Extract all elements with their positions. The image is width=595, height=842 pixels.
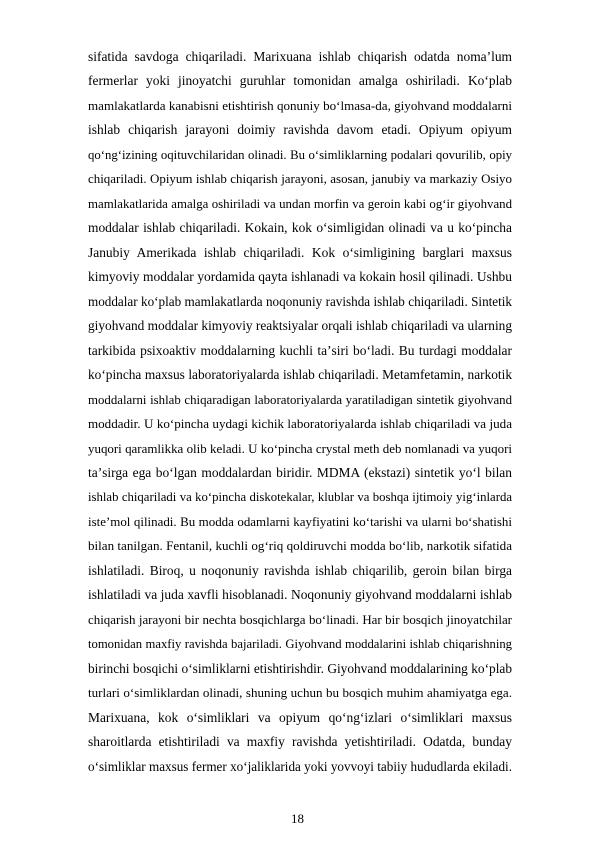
text-line: bilan tanilgan. Fentanil, kuchli ogʻriq qoldiruvchi modda boʻlib, narkotik sifatida [88,538,512,554]
text-line: moddalarni ishlab chiqaradigan laboratoriyalarda yaratiladigan sintetik giyohvand [88,392,512,407]
text-line: giyohvand moddalar kimyoviy reaktsiyalar orqali ishlab chiqariladi va ularning [88,318,512,334]
text-line: oʻsimliklar maxsus fermer xoʻjaliklarida yoki yovvoyi tabiiy hududlarda ekiladi. [88,758,512,774]
text-line: mamlakatlarda kanabisni etishtirish qonuniy boʻlmasa-da, giyohvand moddalarni [88,97,512,113]
text-line: tomonidan maxfiy ravishda bajariladi. Giyohvand moddalarini ishlab chiqarishning [88,637,512,652]
text-line: sifatida savdoga chiqariladi. Marixuana ishlab chiqarish odatda nomaʼlum [88,49,512,64]
text-line: koʻpincha maxsus laboratoriyalarda ishlab chiqariladi. Metamfetamin, narkotik [88,367,512,383]
text-line: birinchi bosqichi oʻsimliklarni etishtirishdir. Giyohvand moddalarining koʻplab [88,660,512,676]
body-text [88,45,512,779]
text-line: yuqori qaramlikka olib keladi. U koʻpincha crystal meth deb nomlanadi va yuqori [88,440,512,456]
text-line: isteʼmol qilinadi. Bu modda odamlarni kayfiyatini koʻtarishi va ularni boʻshatishi [88,513,512,529]
text-line: Janubiy Amerikada ishlab chiqariladi. Kok oʻsimligining barglari maxsus [88,244,512,260]
text-line: fermerlar yoki jinoyatchi guruhlar tomonidan amalga oshiriladi. Koʻplab [88,73,512,89]
text-line: moddalar ishlab chiqariladi. Kokain, kok oʻsimligidan olinadi va u koʻpincha [88,220,512,236]
text-line: tarkibida psixoaktiv moddalarning kuchli taʼsiri boʻladi. Bu turdagi moddalar [88,342,512,358]
page-number: 18 [291,811,304,826]
text-line: ishlatiladi va juda xavfli hisoblanadi. Noqonuniy giyohvand moddalarni ishlab [88,587,512,603]
text-line: ishlatiladi. Biroq, u noqonuniy ravishda ishlab chiqarilib, geroin bilan birga [88,562,512,578]
text-line: turlari oʻsimliklardan olinadi, shuning uchun bu bosqich muhim ahamiyatga ega. [88,685,512,701]
text-line: ishlab chiqarish jarayoni doimiy ravishda davom etadi. Opiyum opiyum [88,122,512,138]
text-line: moddalar koʻplab mamlakatlarda noqonuniy ravishda ishlab chiqariladi. Sintetik [88,293,512,309]
text-line: sharoitlarda etishtiriladi va maxfiy ravishda yetishtiriladi. Odatda, bunday [88,734,512,750]
text-line: moddadir. U koʻpincha uydagi kichik laboratoriyalarda ishlab chiqariladi va juda [88,416,512,432]
text-line: ishlab chiqariladi va koʻpincha diskotekalar, klublar va boshqa ijtimoiy yigʻinlarda [88,490,512,505]
text-line: kimyoviy moddalar yordamida qayta ishlanadi va kokain hosil qilinadi. Ushbu [88,269,512,285]
text-line: chiqariladi. Opiyum ishlab chiqarish jarayoni, asosan, janubiy va markaziy Osiyo [88,171,512,187]
text-line: taʼsirga ega boʻlgan moddalardan biridir. MDMA (ekstazi) sintetik yoʻl bilan [88,464,512,480]
text-line: chiqarish jarayoni bir nechta bosqichlarga boʻlinadi. Har bir bosqich jinoyatchilar [88,611,512,627]
text-line: mamlakatlarida amalga oshiriladi va undan morfin va geroin kabi ogʻir giyohvand [88,196,512,211]
text-line: Marixuana, kok oʻsimliklari va opiyum qoʻngʻizlari oʻsimliklari maxsus [88,709,512,725]
text-line: qoʻngʻizining oqituvchilaridan olinadi. Bu oʻsimliklarning podalari qovurilib, opiy [88,147,512,162]
